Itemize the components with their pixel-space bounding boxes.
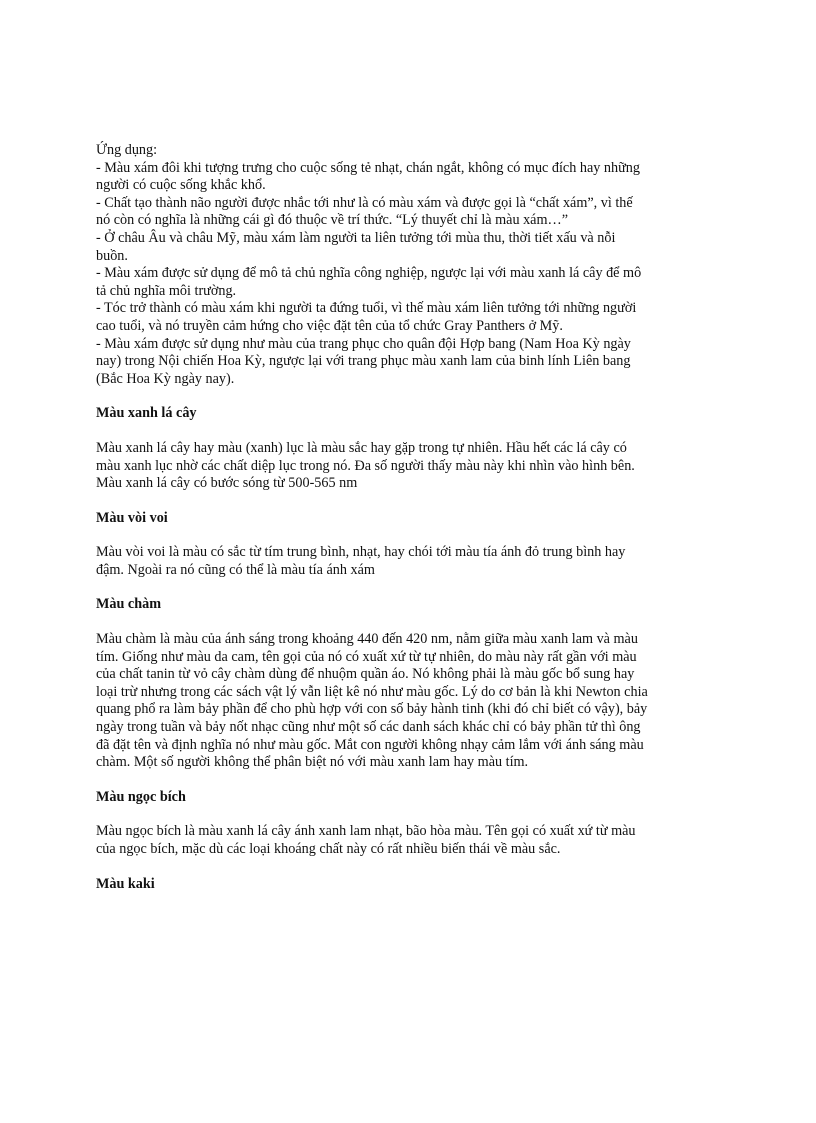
intro-line: người có cuộc sống khắc khổ. <box>96 177 266 194</box>
section-heading: Màu chàm <box>96 596 162 613</box>
intro-line: nó còn có nghĩa là những cái gì đó thuộc về trí thức. “Lý thuyết chỉ là màu xám…” <box>96 212 569 229</box>
intro-line: nay) trong Nội chiến Hoa Kỳ, ngược lại với trang phục màu xanh lam của binh lính Liên bang <box>96 353 631 370</box>
intro-line: (Bắc Hoa Kỳ ngày nay). <box>96 370 235 387</box>
intro-line: - Tóc trở thành có màu xám khi người ta đứng tuổi, vì thế màu xám liên tưởng tới những người <box>96 300 637 317</box>
section-line: tím. Giống như màu da cam, tên gọi của nó có xuất xứ từ tự nhiên, do màu này rất gần với màu <box>96 648 637 665</box>
section-line: ngày trong tuần và bảy nốt nhạc cũng như một số các danh sách khác chỉ có bảy phần tử thì ông <box>96 719 641 736</box>
section-line: Màu vòi voi là màu có sắc từ tím trung bình, nhạt, hay chói tới màu tía ánh đỏ trung bình hay <box>96 544 626 561</box>
document-page <box>96 142 726 893</box>
section-heading: Màu xanh lá cây <box>96 405 197 422</box>
intro-line: tả chủ nghĩa môi trường. <box>96 282 237 299</box>
section-green <box>96 405 726 492</box>
intro-line: - Màu xám được sử dụng như màu của trang phục cho quân đội Hợp bang (Nam Hoa Kỳ ngày <box>96 335 631 352</box>
section-jade <box>96 789 726 859</box>
section-line: Màu ngọc bích là màu xanh lá cây ánh xanh lam nhạt, bão hòa màu. Tên gọi có xuất xứ từ màu <box>96 823 636 840</box>
section-magenta <box>96 510 726 580</box>
section-line: Màu xanh lá cây hay màu (xanh) lục là màu sắc hay gặp trong tự nhiên. Hầu hết các lá cây có <box>96 439 627 456</box>
section-line: của ngọc bích, mặc dù các loại khoáng chất này có rất nhiều biến thái về màu sắc. <box>96 841 561 857</box>
section-line: quang phổ ra làm bảy phần để cho phù hợp với con số bảy hành tinh (khi đó chỉ biết có vậy), bảy <box>96 701 648 718</box>
section-line: của chất tanin từ vỏ cây chàm dùng để nhuộm quần áo. Nó không phải là màu gốc bổ sung hay <box>96 666 635 683</box>
section-line: Màu xanh lá cây có bước sóng từ 500-565 nm <box>96 475 358 492</box>
section-line: chàm. Một số người không thể phân biệt nó với màu xanh lam hay màu tím. <box>96 754 529 771</box>
section-line: loại trừ nhưng trong các sách vật lý vẫn liệt kê nó như màu gốc. Lý do cơ bản là khi Newton chia <box>96 683 648 700</box>
section-line: Màu chàm là màu của ánh sáng trong khoảng 440 đến 420 nm, nằm giữa màu xanh lam và màu <box>96 631 638 648</box>
section-heading: Màu ngọc bích <box>96 788 186 805</box>
section-khaki <box>96 876 726 894</box>
section-heading: Màu vòi voi <box>96 509 168 526</box>
intro-line: - Ở châu Âu và châu Mỹ, màu xám làm người ta liên tưởng tới mùa thu, thời tiết xấu và nỗi <box>96 229 616 246</box>
intro-line: cao tuổi, và nó truyền cảm hứng cho việc đặt tên của tổ chức Gray Panthers ở Mỹ. <box>96 317 563 334</box>
section-line: màu xanh lục nhờ các chất diệp lục trong nó. Đa số người thấy màu này khi nhìn vào hình bên. <box>96 457 635 474</box>
intro-block <box>96 142 726 388</box>
intro-line: - Màu xám đôi khi tượng trưng cho cuộc sống tẻ nhạt, chán ngắt, không có mục đích hay những <box>96 159 640 176</box>
section-indigo <box>96 596 726 771</box>
section-line: đậm. Ngoài ra nó cũng có thể là màu tía ánh xám <box>96 561 375 578</box>
section-line: đã đặt tên và định nghĩa nó như màu gốc. Mắt con người không nhạy cảm lắm với ánh sáng màu <box>96 736 644 753</box>
intro-line: - Chất tạo thành não người được nhắc tới như là có màu xám và được gọi là “chất xám”, vì thế <box>96 194 633 211</box>
intro-line: - Màu xám được sử dụng để mô tả chủ nghĩa công nghiệp, ngược lại với màu xanh lá cây để mô <box>96 265 642 282</box>
section-heading: Màu kaki <box>96 875 155 892</box>
intro-line: buồn. <box>96 247 128 264</box>
intro-title: Ứng dụng: <box>96 142 158 158</box>
